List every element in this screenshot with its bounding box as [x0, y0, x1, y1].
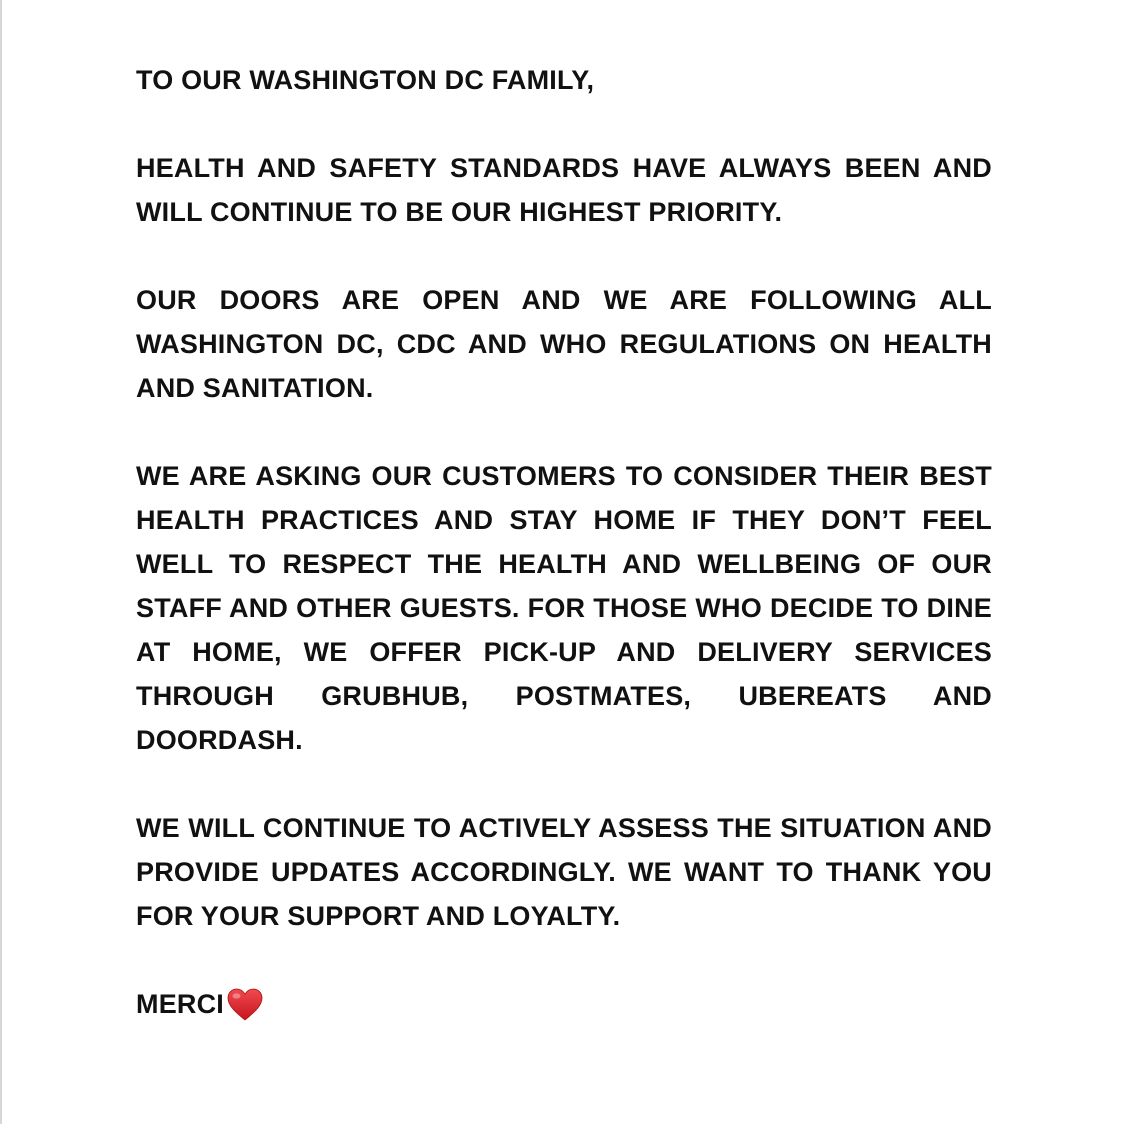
letter-body: [136, 58, 992, 1026]
paragraph-doors-open: OUR DOORS ARE OPEN AND WE ARE FOLLOWING ALL WASHINGTON DC, CDC AND WHO REGULATIONS ON HEALTH AND SANITATION.: [136, 285, 992, 403]
signoff-text: MERCI: [136, 989, 224, 1019]
paragraph-updates: WE WILL CONTINUE TO ACTIVELY ASSESS THE SITUATION AND PROVIDE UPDATES ACCORDINGLY. WE WANT TO THANK YOU FOR YOUR SUPPORT AND LOYALTY.: [136, 813, 992, 931]
letter-greeting: TO OUR WASHINGTON DC FAMILY,: [136, 65, 595, 95]
paragraph-customer-request: WE ARE ASKING OUR CUSTOMERS TO CONSIDER THEIR BEST HEALTH PRACTICES AND STAY HOME IF THEY DON’T FEEL WELL TO RESPECT THE HEALTH AND WELLBEING OF OUR STAFF AND OTHER GUESTS. FOR THOSE WHO DECIDE TO DINE AT HOME, WE OFFER PICK-UP AND DELIVERY SERVICES THROUGH GRUBHUB, POSTMATES, UBEREATS AND DOORDASH.: [136, 461, 992, 755]
letter-signoff: [136, 982, 992, 1026]
red-heart-icon: [226, 987, 264, 1023]
paragraph-health-standards: HEALTH AND SAFETY STANDARDS HAVE ALWAYS BEEN AND WILL CONTINUE TO BE OUR HIGHEST PRIORITY.: [136, 153, 992, 227]
